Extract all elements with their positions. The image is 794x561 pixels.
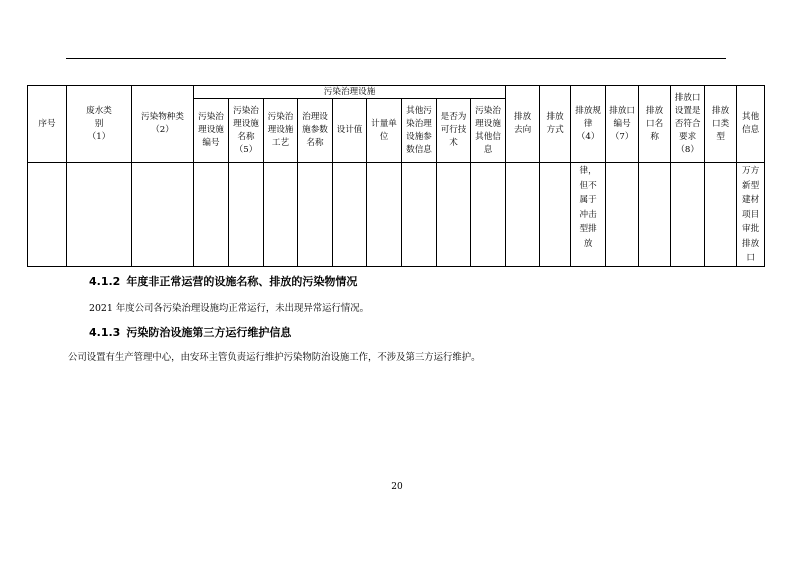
section-heading-4-1-3 [89,324,291,340]
paragraph-4-1-2: 2021 年度公司各污染治理设施均正常运行，未出现异常运行情况。 [89,303,369,314]
table-cell [671,163,705,267]
table-cell [194,163,229,267]
section-number: 4.1.3 [89,326,121,339]
section-heading-4-1-2 [89,273,357,289]
col-header-facility-other: 污染治理设施其他信息 [471,99,506,163]
col-header-facility-process: 污染治理设施工艺 [264,99,298,163]
col-header-outlet-compliant: 排放口设置是否符合要求（8） [671,86,705,163]
col-header-pollutant-type: 污染物种类（2） [132,86,194,163]
col-header-outlet-name: 排放口名称 [639,86,671,163]
col-header-facility-params: 治理设施参数名称 [298,99,333,163]
section-title: 年度非正常运营的设施名称、排放的污染物情况 [126,275,358,288]
emission-outlet-table [27,85,765,267]
col-header-wastewater-type: 废水类别（1） [67,86,132,163]
section-number: 4.1.2 [89,275,121,288]
table-cell [402,163,437,267]
col-header-outlet-type: 排放口类型 [705,86,737,163]
col-header-rule: 排放规律（4） [571,86,606,163]
col-header-method: 排放方式 [540,86,571,163]
table-cell [471,163,506,267]
table-cell [132,163,194,267]
page-number: 20 [391,482,403,492]
col-header-other-info: 其他信息 [737,86,765,163]
table-cell [264,163,298,267]
col-header-facility-code: 污染治理设施编号 [194,99,229,163]
paragraph-4-1-3: 公司设置有生产管理中心，由安环主管负责运行维护污染物防治设施工作，不涉及第三方运行维护。 [68,352,481,363]
col-header-facility-name: 污染治理设施名称（5） [229,99,264,163]
col-header-design-value: 设计值 [333,99,367,163]
col-header-seq: 序号 [28,86,67,163]
table-cell [606,163,639,267]
col-header-outlet-code: 排放口编号（7） [606,86,639,163]
cell-discharge-rule: 律，但不属于冲击型排放 [571,163,606,267]
table-cell [540,163,571,267]
table-cell [67,163,132,267]
table-cell [705,163,737,267]
table-cell [367,163,402,267]
section-title: 污染防治设施第三方运行维护信息 [126,326,292,339]
col-header-other-params: 其他污染治理设施参数信息 [402,99,437,163]
table-cell [28,163,67,267]
col-group-treatment-facility: 污染治理设施 [194,86,506,99]
table-cell [506,163,540,267]
col-header-unit: 计量单位 [367,99,402,163]
table-cell [298,163,333,267]
col-header-destination: 排放去向 [506,86,540,163]
header-rule [66,58,726,59]
table-cell [639,163,671,267]
table-cell [437,163,471,267]
table-cell [229,163,264,267]
col-header-feasible: 是否为可行技术 [437,99,471,163]
table-cell [333,163,367,267]
cell-other-info: 万方新型建材项目审批排放口 [737,163,765,267]
